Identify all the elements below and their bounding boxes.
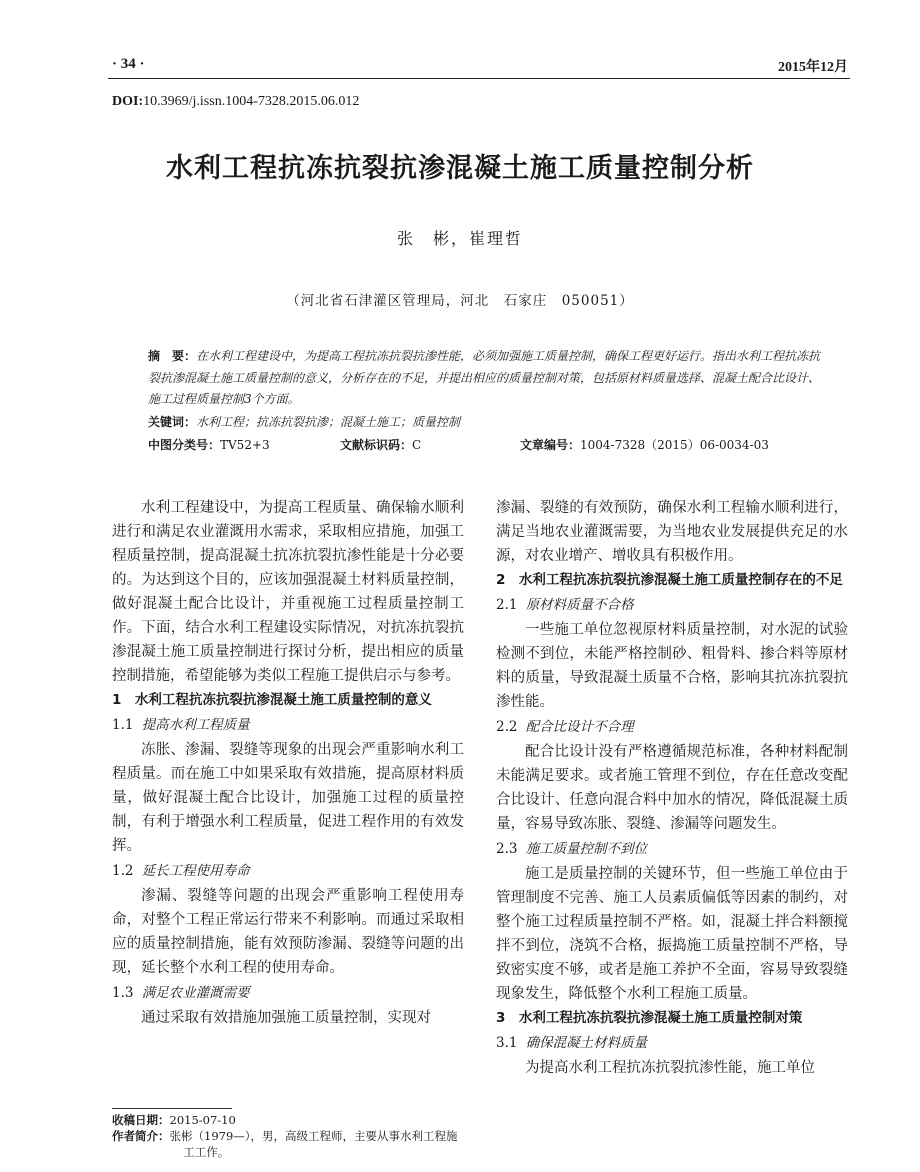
section-3-1-text: 为提高水利工程抗冻抗裂抗渗性能，施工单位 (525, 1060, 815, 1076)
section-2-1-heading (496, 592, 848, 618)
section-number: 1.1 (112, 717, 134, 733)
section-1-heading (112, 688, 464, 712)
section-2-2-heading (496, 714, 848, 740)
clc-code (148, 436, 270, 453)
section-2-heading (496, 568, 848, 592)
section-1-3-heading (112, 980, 464, 1006)
section-number: 1.3 (112, 985, 134, 1001)
section-title: 水利工程抗冻抗裂抗渗混凝土施工质量控制的意义 (134, 692, 432, 708)
section-title: 满足农业灌溉需要 (141, 985, 250, 1001)
section-title: 水利工程抗冻抗裂抗渗混凝土施工质量控制存在的不足 (518, 572, 843, 588)
footnote-rule (112, 1108, 232, 1109)
section-title: 延长工程使用寿命 (141, 863, 250, 879)
section-1-3-text: 通过采取有效措施加强施工质量控制，实现对 (141, 1010, 431, 1026)
document-code (340, 436, 421, 453)
keywords (148, 413, 828, 430)
header-rule (108, 78, 850, 79)
keywords-text: 水利工程；抗冻抗裂抗渗；混凝土施工；质量控制 (196, 415, 461, 429)
section-number: 2.1 (496, 597, 518, 613)
section-2-2-text: 配合比设计没有严格遵循规范标准，各种材料配制未能满足要求。或者施工管理不到位，存在任意改变配合比设计、任意向混合料中加水的情况，降低混凝土质量，容易导致冻胀、裂缝、渗漏等问题发生。 (496, 744, 848, 832)
author-bio (112, 1128, 472, 1144)
issue-date: 2015年12月 (778, 60, 848, 75)
section-number: 2 (496, 572, 506, 588)
received-value: 2015-07-10 (169, 1113, 236, 1127)
doc-value: C (412, 438, 422, 452)
section-title: 配合比设计不合理 (525, 719, 634, 735)
section-number: 1 (112, 692, 122, 708)
section-number: 3.1 (496, 1035, 518, 1051)
section-title: 提高水利工程质量 (141, 717, 250, 733)
abstract-text: 在水利工程建设中，为提高工程抗冻抗裂抗渗性能，必须加强施工质量控制，确保工程更好运行。指出水利工程抗冻抗裂抗渗混凝土施工质量控制的意义，分析存在的不足，并提出相应的质量控制对策，包括原材料质量选择、混凝土配合比设计、施工过程质量控制3个方面。 (148, 349, 821, 406)
abstract (148, 346, 828, 411)
received-label: 收稿日期： (112, 1113, 170, 1127)
doi-label: DOI: (112, 94, 144, 109)
paper-title: 水利工程抗冻抗裂抗渗混凝土施工质量控制分析 (166, 153, 754, 184)
keywords-label: 关键词： (148, 415, 197, 429)
intro-paragraph: 水利工程建设中，为提高工程质量、确保输水顺利进行和满足农业灌溉用水需求，采取相应措施，加强工程质量控制，提高混凝土抗冻抗裂抗渗性能是十分必要的。为达到这个目的，应该加强混凝土材料质量控制，做好混凝土配合比设计，并重视施工过程质量控制工作。下面，结合水利工程建设实际情况，对抗冻抗裂抗渗混凝土施工质量控制进行探讨分析，提出相应的质量控制措施，希望能够为类似工程施工提供启示与参考。 (112, 500, 464, 684)
right-column (496, 496, 848, 1080)
section-title: 确保混凝土材料质量 (525, 1035, 648, 1051)
section-title: 水利工程抗冻抗裂抗渗混凝土施工质量控制对策 (518, 1010, 803, 1026)
abstract-label: 摘 要： (148, 349, 197, 363)
author-bio-label: 作者简介： (112, 1129, 170, 1143)
article-label: 文章编号： (520, 438, 581, 452)
continued-paragraph: 渗漏、裂缝的有效预防，确保水利工程输水顺利进行，满足当地农业灌溉需要，为当地农业发展提供充足的水源，对农业增产、增收具有积极作用。 (496, 500, 848, 564)
received-date (112, 1112, 472, 1128)
authors: 张 彬，崔理哲 (396, 229, 523, 248)
section-2-1-text: 一些施工单位忽视原材料质量控制，对水泥的试验检测不到位，未能严格控制砂、粗骨料、掺合料等原材料的质量，导致混凝土质量不合格，影响其抗冻抗裂抗渗性能。 (496, 622, 848, 710)
section-3-1-heading (496, 1030, 848, 1056)
left-column (112, 496, 464, 1030)
section-number: 2.2 (496, 719, 518, 735)
doi (112, 94, 359, 110)
section-1-1-text: 冻胀、渗漏、裂缝等现象的出现会严重影响水利工程质量。而在施工中如果采取有效措施，提高原材料质量，做好混凝土配合比设计，加强施工过程的质量控制，有利于增强水利工程质量，促进工程作用的有效发挥。 (112, 742, 464, 854)
section-3-heading (496, 1006, 848, 1030)
doc-label: 文献标识码： (340, 438, 413, 452)
author-bio-text: 张彬（1979—），男，高级工程师，主要从事水利工程施 (169, 1129, 458, 1143)
clc-label: 中图分类号： (148, 438, 221, 452)
section-1-2-heading (112, 858, 464, 884)
section-1-1-heading (112, 712, 464, 738)
section-number: 3 (496, 1010, 506, 1026)
section-title: 施工质量控制不到位 (525, 841, 648, 857)
footnote (112, 1112, 472, 1160)
section-title: 原材料质量不合格 (525, 597, 634, 613)
author-bio-continued: 工工作。 (183, 1145, 230, 1159)
section-number: 1.2 (112, 863, 134, 879)
clc-value: TV52+3 (220, 438, 270, 452)
section-2-3-text: 施工是质量控制的关键环节，但一些施工单位由于管理制度不完善、施工人员素质偏低等因素的制约，对整个施工过程质量控制不严格。如，混凝土拌合料额搅拌不到位，浇筑不合格，振捣施工质量控制不严格，导致密实度不够，或者是施工养护不全面，容易导致裂缝现象发生，降低整个水利工程施工质量。 (496, 866, 848, 1002)
section-number: 2.3 (496, 841, 518, 857)
section-2-3-heading (496, 836, 848, 862)
article-value: 1004-7328（2015）06-0034-03 (580, 438, 769, 452)
doi-value: 10.3969/j.issn.1004-7328.2015.06.012 (143, 94, 360, 109)
section-1-2-text: 渗漏、裂缝等问题的出现会严重影响工程使用寿命，对整个工程正常运行带来不利影响。而通过采取相应的质量控制措施，能有效预防渗漏、裂缝等问题的出现，延长整个水利工程的使用寿命。 (112, 888, 464, 976)
article-number (520, 436, 769, 453)
page-number: · 34 · (112, 56, 145, 72)
affiliation: （河北省石津灌区管理局，河北 石家庄 050051） (286, 293, 634, 309)
